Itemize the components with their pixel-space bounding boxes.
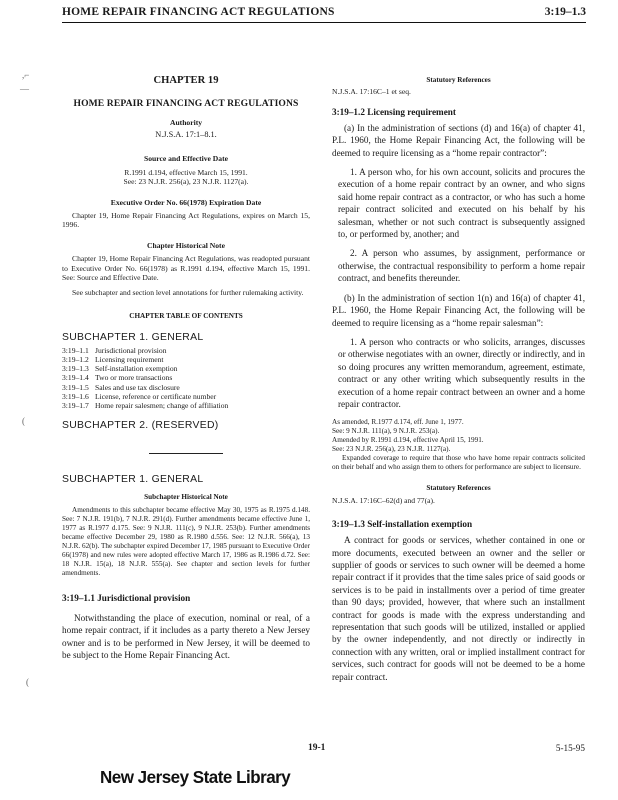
- margin-mark: (: [26, 677, 29, 687]
- library-stamp: New Jersey State Library: [100, 767, 291, 788]
- toc-item[interactable]: [62, 373, 310, 382]
- subchapter-1-heading: SUBCHAPTER 1. GENERAL: [62, 474, 204, 486]
- statutory-references-text: N.J.S.A. 17:16C–1 et seq.: [332, 87, 411, 96]
- see-annotations-text: See subchapter and section level annotations for further rulemaking activity.: [72, 288, 304, 298]
- toc-item[interactable]: [62, 346, 310, 355]
- statutory-references-text: N.J.S.A. 17:16C–62(d) and 77(a).: [332, 496, 435, 506]
- page-number: 19-1: [308, 743, 326, 753]
- divider: [149, 453, 223, 454]
- authority-heading: Authority: [169, 118, 203, 127]
- header-title: HOME REPAIR FINANCING ACT REGULATIONS: [62, 6, 335, 18]
- section-1-3-heading: 3:19–1.3 Self-installation exemption: [332, 518, 473, 529]
- toc-list: [62, 346, 310, 410]
- supplement-date: 5-15-95: [555, 743, 585, 753]
- left-column: [62, 74, 310, 661]
- source-heading: Source and Effective Date: [143, 154, 228, 164]
- amendment-line: As amended, R.1977 d.174, eff. June 1, 1977.: [332, 418, 464, 427]
- historical-note-text: Chapter 19, Home Repair Financing Act Regulations, was readopted pursuant to Executive Order No. 66(1978) as R.1991 d.194, effective March 15, 1991. See: Source and Effective Date.: [62, 254, 310, 283]
- section-1-2-heading: 3:19–1.2 Licensing requirement: [332, 107, 456, 118]
- toc-item-title: License, reference or certificate number: [95, 391, 217, 401]
- toc-subchapter-1: SUBCHAPTER 1. GENERAL: [62, 331, 204, 343]
- chapter-number: CHAPTER 19: [153, 75, 219, 86]
- source-line: See: 23 N.J.R. 256(a), 23 N.J.R. 1127(a).: [123, 177, 249, 187]
- toc-item[interactable]: [62, 392, 310, 401]
- authority-text: N.J.S.A. 17:1–8.1.: [155, 130, 217, 140]
- toc-item[interactable]: [62, 364, 310, 373]
- toc-item[interactable]: [62, 383, 310, 392]
- subchapter-historical-note-heading: Subchapter Historical Note: [144, 493, 228, 502]
- executive-order-text: Chapter 19, Home Repair Financing Act Regulations, expires on March 15, 1996.: [62, 211, 310, 230]
- running-header: [62, 4, 586, 23]
- right-column: [332, 76, 585, 683]
- amendment-line: See: 23 N.J.R. 256(a), 23 N.J.R. 1127(a).: [332, 445, 451, 454]
- amendment-line: Amended by R.1991 d.194, effective April 15, 1991.: [332, 436, 484, 445]
- toc-item-number: 3:19–1.5: [62, 382, 89, 392]
- header-section-number: 3:19–1.3: [544, 6, 586, 18]
- section-1-1-heading: 3:19–1.1 Jurisdictional provision: [62, 593, 191, 604]
- section-1-2-a1: 1. A person who, for his own account, solicits and procures the execution of a home repair contract by an owner, and who signs said home repair contract as a contractor, or who has such a home repair contract solicited and executed on his behalf by his salesman, whether or not such contract is subsequently assigned to, or performed by, another; and: [338, 167, 585, 240]
- toc-item[interactable]: [62, 401, 310, 410]
- toc-item-title: Jurisdictional provision: [95, 345, 167, 355]
- toc-item-number: 3:19–1.3: [62, 364, 89, 374]
- toc-item-title: Two or more transactions: [95, 373, 173, 383]
- toc-item[interactable]: [62, 355, 310, 364]
- toc-item-title: Licensing requirement: [95, 355, 164, 365]
- section-1-2-a: (a) In the administration of sections (d) and 16(a) of chapter 41, P.L. 1960, the Home Repair Financing Act, the following will be deemed to require licensing as a “home repair contractor”:: [332, 122, 585, 158]
- margin-mark: (: [22, 416, 25, 426]
- statutory-references-heading: Statutory References: [426, 484, 491, 493]
- toc-subchapter-2: SUBCHAPTER 2. (RESERVED): [62, 420, 219, 432]
- section-1-2-a2: 2. A person who assumes, by assignment, performance or otherwise, the contractual responsibility to perform a home repair contract, and benefits thereunder.: [338, 248, 585, 284]
- toc-item-title: Sales and use tax disclosure: [95, 382, 180, 392]
- margin-mark: ,⌐: [22, 70, 30, 80]
- section-1-2-b1: 1. A person who contracts or who solicits, arranges, discusses or otherwise negotiates with an owner, directly or indirectly, and in so doing procures any written memorandum, agreement, estimate, contract or any other writing which subsequently results in the execution of a home repair contract between an owner and a home repair contractor.: [338, 336, 585, 409]
- section-1-1-text: Notwithstanding the place of execution, nominal or real, of a home repair contract, if it includes as a party thereto a New Jersey owner and is to be performed in New Jersey, it will be deemed to be subject to the Home Repair Financing Act.: [62, 612, 310, 660]
- amendment-line: See: 9 N.J.R. 111(a), 9 N.J.R. 253(a).: [332, 427, 440, 436]
- toc-item-title: Self-installation exemption: [95, 364, 178, 374]
- source-line: R.1991 d.194, effective March 15, 1991.: [124, 167, 248, 177]
- section-1-3-text: A contract for goods or services, whether contained in one or more documents, executed between an owner and the seller or supplier of goods or services to such owner will be deemed a home repair contract if it provides that the time sales price of said goods or services is to be paid in installments over a period of time greater than 90 days; provided, however, that where such an installment contract for goods is made with the express understanding and representation that such goods will be utilized, installed or applied by the owner independently, and not directly or indirectly in connection with any written, oral or implied installment contract for services, such contract for goods will not be deemed to be a home repair contract.: [332, 535, 585, 682]
- amendment-history: [332, 418, 585, 472]
- historical-note-heading: Chapter Historical Note: [147, 240, 225, 250]
- section-1-2-b: (b) In the administration of section 1(n) and 16(a) of chapter 41, P.L. 1960, the Home Repair Financing Act, the following will be deemed to require licensing as a “home repair salesman”:: [332, 292, 585, 328]
- toc-item-number: 3:19–1.6: [62, 391, 89, 401]
- toc-item-number: 3:19–1.7: [62, 401, 89, 411]
- subchapter-historical-note-text: Amendments to this subchapter became effective May 30, 1975 as R.1975 d.148. See: 7 N.J.R. 191(b), 7 N.J.R. 291(d). Further amendments became effective June 1, 1977 as R.1977 d.175. See: 9 N.J.R. 111(c), 9 N.J.R. 253(b). Further amendments became effective December 29, 1980 as R.1980 d.556. See: 12 N.J.R. 566(a), 13 N.J.R. 62(b). The subchapter expired December 17, 1985 pursuant to Executive Order 66(1978) and new rules were adopted effective March 17, 1986 as R.1986 d.72. See: 18 N.J.R. 15(a), 18 N.J.R. 555(a). See chapter and section levels for further amendments.: [62, 506, 310, 578]
- toc-item-number: 3:19–1.2: [62, 355, 89, 365]
- chapter-title: HOME REPAIR FINANCING ACT REGULATIONS: [73, 98, 299, 109]
- toc-item-number: 3:19–1.4: [62, 373, 89, 383]
- amendment-note: Expanded coverage to require that those who have home repair contracts solicited on their behalf and who assign them to others for performance are subject to licensure.: [332, 454, 585, 472]
- statutory-references-heading: Statutory References: [426, 76, 491, 84]
- toc-heading: CHAPTER TABLE OF CONTENTS: [129, 311, 243, 320]
- margin-mark: —: [20, 84, 29, 94]
- toc-item-title: Home repair salesmen; change of affiliation: [95, 401, 229, 411]
- toc-item-number: 3:19–1.1: [62, 345, 89, 355]
- executive-order-heading: Executive Order No. 66(1978) Expiration Date: [110, 197, 262, 207]
